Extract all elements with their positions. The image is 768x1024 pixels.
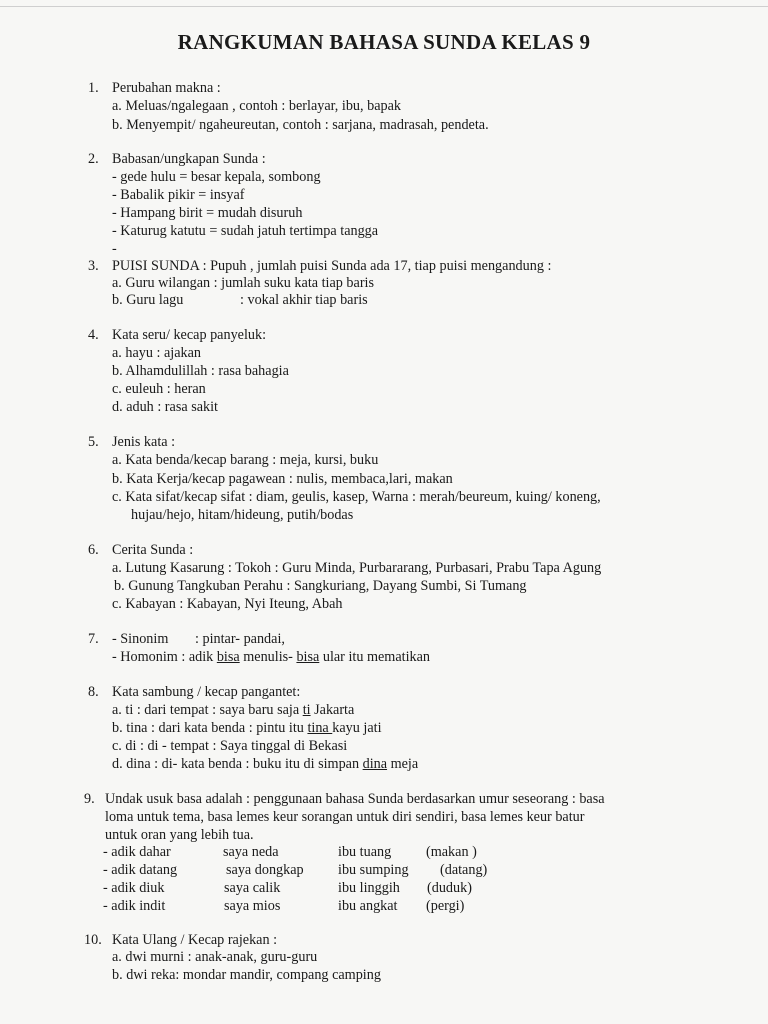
table-cell: saya mios [224, 898, 281, 914]
table-cell: saya calik [224, 880, 281, 896]
homonym-text: menulis- [239, 649, 297, 665]
section-2-item: - Babalik pikir = insyaf [112, 187, 245, 203]
item-text: d. dina : di- kata benda : buku itu di simpan [112, 756, 363, 772]
section-5-item-b: b. Kata Kerja/kecap pagawean : nulis, membaca,lari, makan [112, 471, 453, 487]
table-cell: (duduk) [427, 880, 472, 896]
section-8-item-b [112, 719, 382, 737]
table-cell: ibu angkat [338, 898, 398, 914]
homonym-line [112, 648, 430, 666]
table-cell: (makan ) [426, 844, 477, 860]
section-7-number: 7. [88, 631, 99, 647]
table-cell: - adik datang [103, 862, 178, 878]
section-3-item-a: a. Guru wilangan : jumlah suku kata tiap baris [112, 275, 375, 291]
section-8-item-c: c. di : di - tempat : Saya tinggal di Bekasi [112, 738, 348, 754]
homonym-text: - Homonim : adik [112, 649, 217, 665]
section-9-line-1: Undak usuk basa adalah : penggunaan bahasa Sunda berdasarkan umur seseorang : basa [105, 791, 605, 807]
section-2-item: - Hampang birit = mudah disuruh [112, 205, 303, 221]
item-text: meja [387, 756, 419, 772]
table-cell: - adik dahar [103, 844, 171, 860]
section-3-item-b-label: b. Guru lagu [112, 292, 184, 308]
page-title: RANGKUMAN BAHASA SUNDA KELAS 9 [177, 30, 591, 54]
section-6-number: 6. [88, 542, 99, 558]
section-5-item-c-cont: hujau/hejo, hitam/hideung, putih/bodas [131, 507, 354, 523]
section-10-heading: Kata Ulang / Kecap rajekan : [112, 932, 278, 948]
section-9-number: 9. [84, 791, 95, 807]
underlined-word: tina [307, 720, 333, 736]
section-1-heading: Perubahan makna : [112, 80, 221, 96]
synonym-value: : pintar- pandai, [195, 631, 285, 647]
section-2-item: - gede hulu = besar kepala, sombong [112, 169, 321, 185]
section-6-heading: Cerita Sunda : [112, 542, 194, 558]
homonym-word: bisa [216, 649, 240, 665]
table-cell: (pergi) [426, 898, 465, 914]
table-cell: saya dongkap [226, 862, 304, 878]
section-6-item-c: c. Kabayan : Kabayan, Nyi Iteung, Abah [112, 596, 343, 612]
section-9-line-2: loma untuk tema, basa lemes keur sorangan untuk diri sendiri, basa lemes keur batur [105, 809, 585, 825]
section-10-number: 10. [84, 932, 102, 948]
table-cell: ibu linggih [338, 880, 400, 896]
table-cell: saya neda [223, 844, 279, 860]
section-4-item: c. euleuh : heran [112, 381, 206, 397]
section-2-heading: Babasan/ungkapan Sunda : [112, 151, 266, 167]
section-8-number: 8. [88, 684, 99, 700]
item-text: a. ti : dari tempat : saya baru saja [112, 702, 303, 718]
section-4-item: b. Alhamdulillah : rasa bahagia [112, 363, 289, 379]
section-5-heading: Jenis kata : [112, 434, 176, 450]
item-text: Jakarta [310, 702, 355, 718]
section-5-number: 5. [88, 434, 99, 450]
section-4-heading: Kata seru/ kecap panyeluk: [112, 327, 267, 343]
underlined-word: dina [362, 756, 388, 772]
section-8-item-d [112, 755, 418, 773]
section-1-item-a: a. Meluas/ngalegaan , contoh : berlayar, ibu, bapak [112, 98, 401, 114]
section-6-item-b: b. Gunung Tangkuban Perahu : Sangkuriang, Dayang Sumbi, Si Tumang [114, 578, 527, 594]
section-1-item-b: b. Menyempit/ ngaheureutan, contoh : sarjana, madrasah, pendeta. [112, 117, 489, 133]
section-2-item: - [112, 241, 117, 257]
table-cell: - adik diuk [103, 880, 165, 896]
synonym-label: - Sinonim [112, 631, 169, 647]
table-cell: ibu tuang [338, 844, 392, 860]
section-10-item-b: b. dwi reka: mondar mandir, compang camping [112, 967, 381, 983]
table-cell: (datang) [440, 862, 488, 878]
item-text: b. tina : dari kata benda : pintu itu [112, 720, 308, 736]
underlined-word: ti [302, 702, 311, 718]
section-8-item-a [112, 701, 354, 719]
section-3-number: 3. [88, 258, 99, 274]
section-3-heading: PUISI SUNDA : Pupuh , jumlah puisi Sunda ada 17, tiap puisi mengandung : [112, 258, 552, 274]
section-5-item-a: a. Kata benda/kecap barang : meja, kursi, buku [112, 452, 379, 468]
homonym-text: ular itu mematikan [319, 649, 431, 665]
table-cell: ibu sumping [338, 862, 409, 878]
section-4-item: a. hayu : ajakan [112, 345, 202, 361]
table-cell: - adik indit [103, 898, 166, 914]
item-text: kayu jati [332, 720, 382, 736]
section-8-heading: Kata sambung / kecap pangantet: [112, 684, 301, 700]
section-10-item-a: a. dwi murni : anak-anak, guru-guru [112, 949, 318, 965]
section-2-number: 2. [88, 151, 99, 167]
top-border [0, 6, 768, 7]
section-2-item: - Katurug katutu = sudah jatuh tertimpa tangga [112, 223, 379, 239]
section-5-item-c: c. Kata sifat/kecap sifat : diam, geulis, kasep, Warna : merah/beureum, kuing/ koneng, [112, 489, 601, 505]
section-6-item-a: a. Lutung Kasarung : Tokoh : Guru Minda, Purbararang, Purbasari, Prabu Tapa Agung [112, 560, 602, 576]
section-4-item: d. aduh : rasa sakit [112, 399, 218, 415]
homonym-word: bisa [296, 649, 320, 665]
section-9-line-3: untuk oran yang lebih tua. [105, 827, 254, 843]
section-1-number: 1. [88, 80, 99, 96]
section-3-item-b-value: : vokal akhir tiap baris [240, 292, 368, 308]
section-4-number: 4. [88, 327, 99, 343]
